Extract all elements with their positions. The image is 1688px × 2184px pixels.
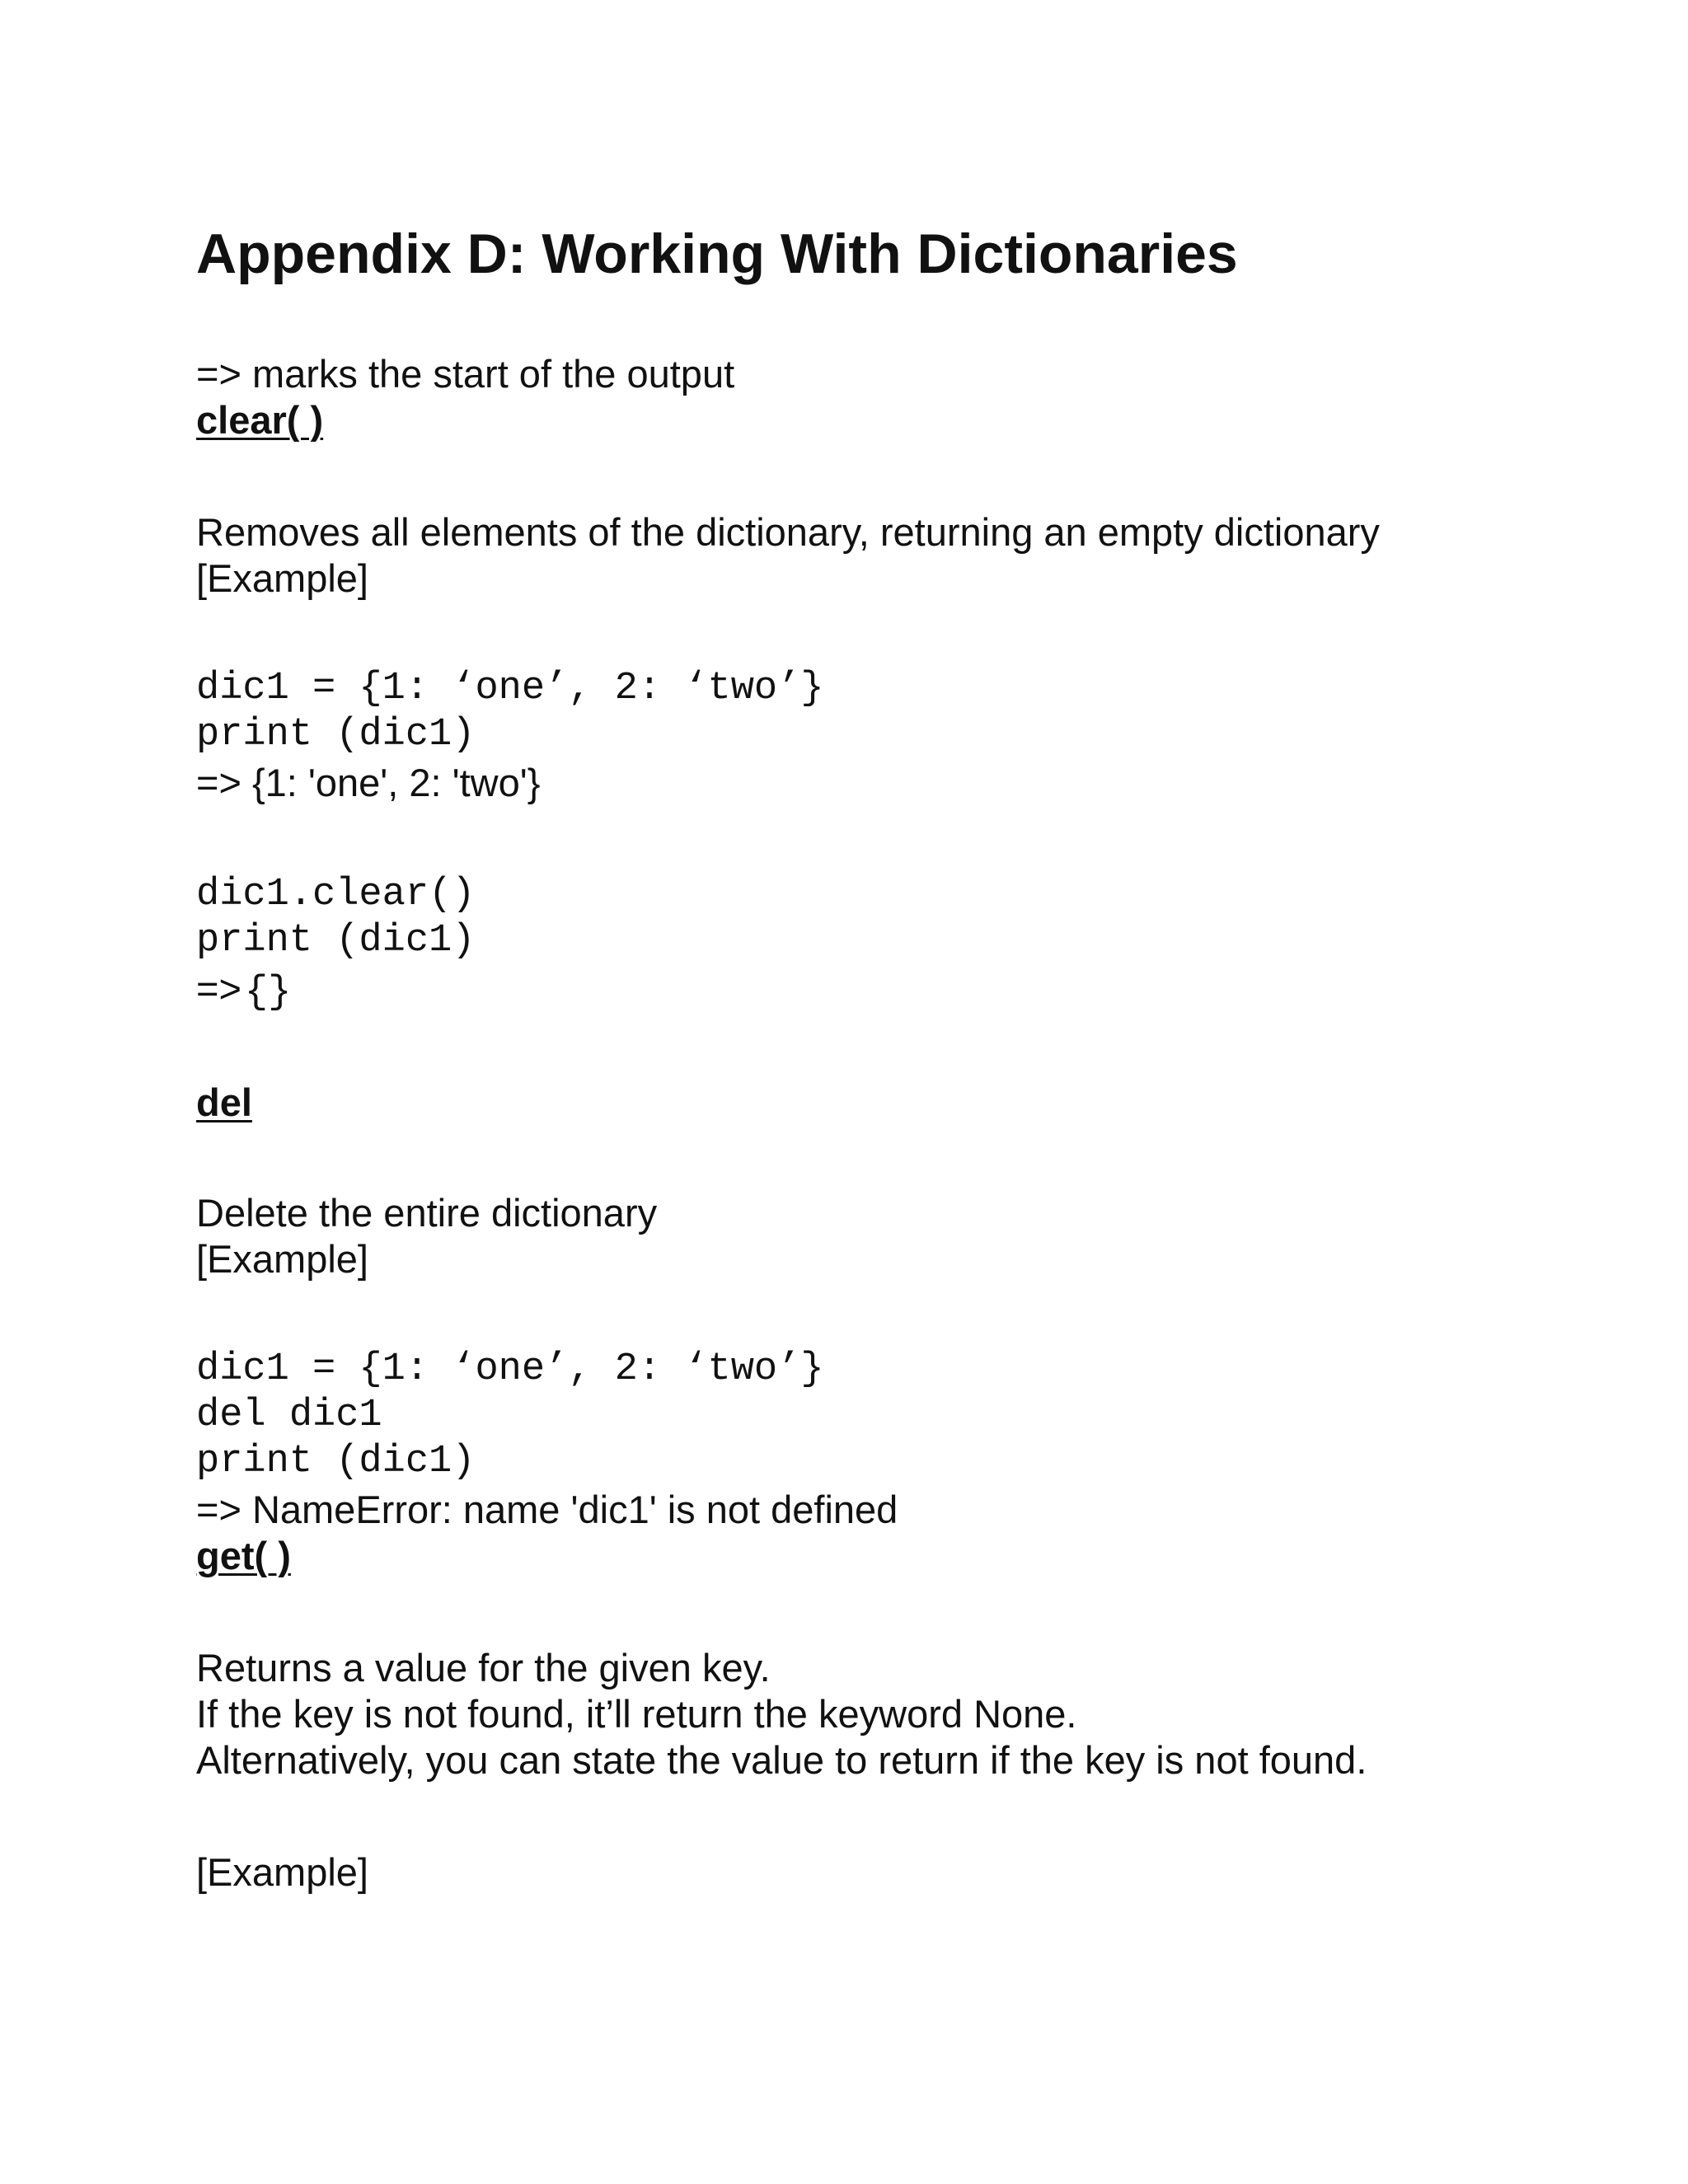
code-line: dic1.clear() (196, 873, 476, 916)
output-prefix: => (196, 967, 241, 1010)
output-value: {} (244, 971, 292, 1015)
code-line: print (dic1) (196, 919, 476, 963)
clear-heading: clear( ) (196, 398, 324, 442)
del-example-label: [Example] (196, 1237, 368, 1281)
code-line: del dic1 (196, 1394, 382, 1437)
del-description: Delete the entire dictionary (196, 1191, 658, 1235)
get-description-line: If the key is not found, it’ll return the keyword None. (196, 1692, 1077, 1736)
get-example-label: [Example] (196, 1850, 368, 1894)
code-line: dic1 = {1: ‘one’, 2: ‘two’} (196, 667, 824, 710)
output-line (196, 966, 291, 1016)
code-line: print (dic1) (196, 1440, 476, 1483)
output-line: => {1: 'one', 2: 'two'} (196, 761, 541, 804)
code-line: print (dic1) (196, 713, 476, 757)
get-heading: get( ) (196, 1534, 291, 1577)
output-line: => NameError: name 'dic1' is not defined (196, 1488, 898, 1531)
intro-note: => marks the start of the output (196, 352, 735, 396)
clear-description: Removes all elements of the dictionary, returning an empty dictionary (196, 510, 1380, 554)
clear-example-label: [Example] (196, 556, 368, 600)
get-description-line: Returns a value for the given key. (196, 1646, 771, 1690)
page-title: Appendix D: Working With Dictionaries (196, 223, 1238, 285)
get-description-line: Alternatively, you can state the value to return if the key is not found. (196, 1738, 1367, 1782)
code-line: dic1 = {1: ‘one’, 2: ‘two’} (196, 1347, 824, 1391)
del-heading: del (196, 1080, 252, 1124)
document-page (196, 0, 1556, 2184)
